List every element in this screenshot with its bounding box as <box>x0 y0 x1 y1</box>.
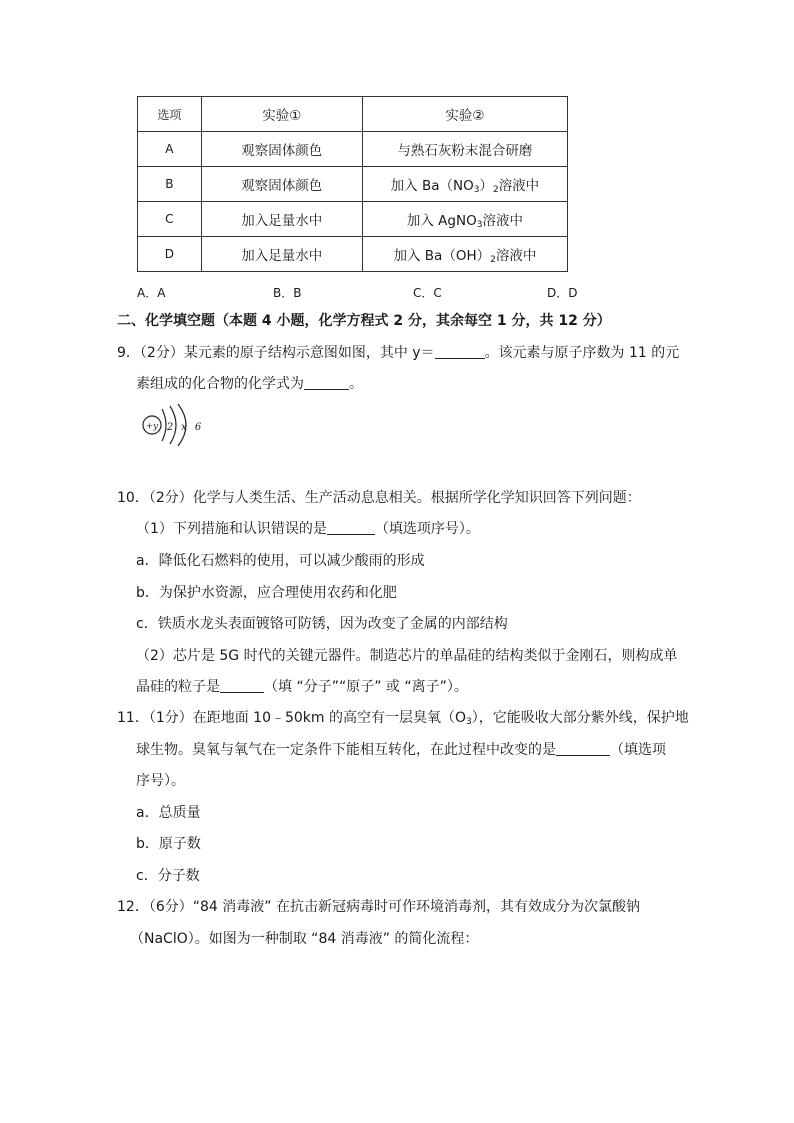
table-header-row <box>138 97 568 132</box>
text: 。该元素与原子序数为 11 的元 <box>484 345 680 361</box>
text: 9．（2分）某元素的原子结构示意图如图，其中 y＝ <box>117 345 435 361</box>
q11-line2 <box>136 740 666 760</box>
row-option: C <box>138 202 202 237</box>
subscript: 2 <box>492 184 499 195</box>
q10-line1: 10．（2分）化学与人类生活、生产活动息息相关。根据所学化学知识回答下列问题： <box>117 490 641 506</box>
text: 溶液中 <box>482 212 523 229</box>
q10-part2-line2 <box>136 677 468 697</box>
choice-c[interactable]: C．C <box>413 286 442 300</box>
text: 球生物。臭氧与氧气在一定条件下能相互转化，在此过程中改变的是 <box>136 742 556 758</box>
row-exp1: 加入足量水中 <box>201 237 362 272</box>
text: 素组成的化合物的化学式为 <box>136 376 304 392</box>
text: 加入 Ba（NO <box>390 177 474 194</box>
section-title: 二、化学填空题（本题 4 小题，化学方程式 2 分，其余每空 1 分，共 12 分） <box>117 313 611 329</box>
experiment-options-table <box>137 96 568 272</box>
choice-a[interactable]: A．A <box>137 286 166 300</box>
choice-b[interactable]: B．B <box>273 286 302 300</box>
header-option: 选项 <box>138 97 202 132</box>
q11-line3: 序号）。 <box>136 773 185 789</box>
subscript: 3 <box>476 219 483 230</box>
nucleus-label: +y <box>146 421 158 432</box>
q10-part1 <box>136 519 480 539</box>
text: 加入 Ba（OH） <box>393 247 491 264</box>
row-exp1: 观察固体颜色 <box>201 167 362 202</box>
text: ），它能吸收大部分紫外线，保护地 <box>471 710 689 726</box>
table-row <box>138 202 568 237</box>
q10-option-c: c．铁质水龙头表面镀铬可防锈，因为改变了金属的内部结构 <box>136 616 508 632</box>
text: 11．（1分）在距地面 10﹣50km 的高空有一层臭氧（O <box>117 710 467 726</box>
text: 溶液中 <box>498 177 540 194</box>
q12-line1: 12．（6分）“84 消毒液” 在抗击新冠病毒时可作环境消毒剂，其有效成分为次氯酸钠 <box>117 899 640 915</box>
subscript: 2 <box>490 254 496 265</box>
q11-option-c: c．分子数 <box>136 868 200 884</box>
row-exp2 <box>362 202 567 237</box>
row-exp2 <box>362 237 567 272</box>
q10-option-a: a．降低化石燃料的使用，可以减少酸雨的形成 <box>136 553 425 569</box>
text: （1）下列措施和认识错误的是 <box>136 521 327 537</box>
atom-structure-diagram <box>140 404 210 446</box>
q12-line2: （NaClO）。如图为一种制取 “84 消毒液” 的简化流程： <box>130 931 479 947</box>
q9-line2 <box>136 374 363 394</box>
q10-part2-line1: （2）芯片是 5G 时代的关键元器件。制造芯片的单晶硅的结构类似于金刚石，则构成单 <box>136 648 678 664</box>
q11-option-a: a．总质量 <box>136 805 201 821</box>
text: 溶液中 <box>495 247 537 264</box>
row-exp1: 加入足量水中 <box>201 202 362 237</box>
subscript: 3 <box>466 717 472 727</box>
text: ） <box>479 177 493 194</box>
text: （填 “分子”“原子” 或 “离子”）。 <box>264 679 468 695</box>
table-row <box>138 132 568 167</box>
header-exp2: 实验② <box>362 97 567 132</box>
table-row <box>138 167 568 202</box>
q9-line1 <box>117 343 679 363</box>
row-option: B <box>138 167 202 202</box>
row-exp2: 与熟石灰粉末混合研磨 <box>362 132 567 167</box>
q11-line1 <box>117 708 689 732</box>
header-exp1: 实验① <box>201 97 362 132</box>
text: 加入 AgNO <box>406 212 477 229</box>
choice-d[interactable]: D．D <box>547 286 578 300</box>
shell-arc <box>162 409 166 441</box>
text: （填选项序号）。 <box>374 521 480 537</box>
answer-blank[interactable] <box>435 344 485 359</box>
q10-option-b: b．为保护水资源，应合理使用农药和化肥 <box>136 585 397 601</box>
answer-blank[interactable] <box>220 678 264 693</box>
text: 晶硅的粒子是 <box>136 679 220 695</box>
row-option: A <box>138 132 202 167</box>
shell-electrons: 6 <box>194 422 202 433</box>
answer-blank[interactable] <box>304 375 349 390</box>
table-row <box>138 237 568 272</box>
row-option: D <box>138 237 202 272</box>
q11-option-b: b．原子数 <box>136 836 201 852</box>
text: 。 <box>349 376 363 392</box>
row-exp1: 观察固体颜色 <box>201 132 362 167</box>
text: （填选项 <box>610 742 666 758</box>
shell-electrons: 2 <box>166 422 174 433</box>
subscript: 3 <box>473 184 480 195</box>
row-exp2 <box>362 167 567 202</box>
answer-blank[interactable] <box>556 741 610 756</box>
answer-blank[interactable] <box>327 520 375 535</box>
shell-electrons: x <box>181 422 187 433</box>
